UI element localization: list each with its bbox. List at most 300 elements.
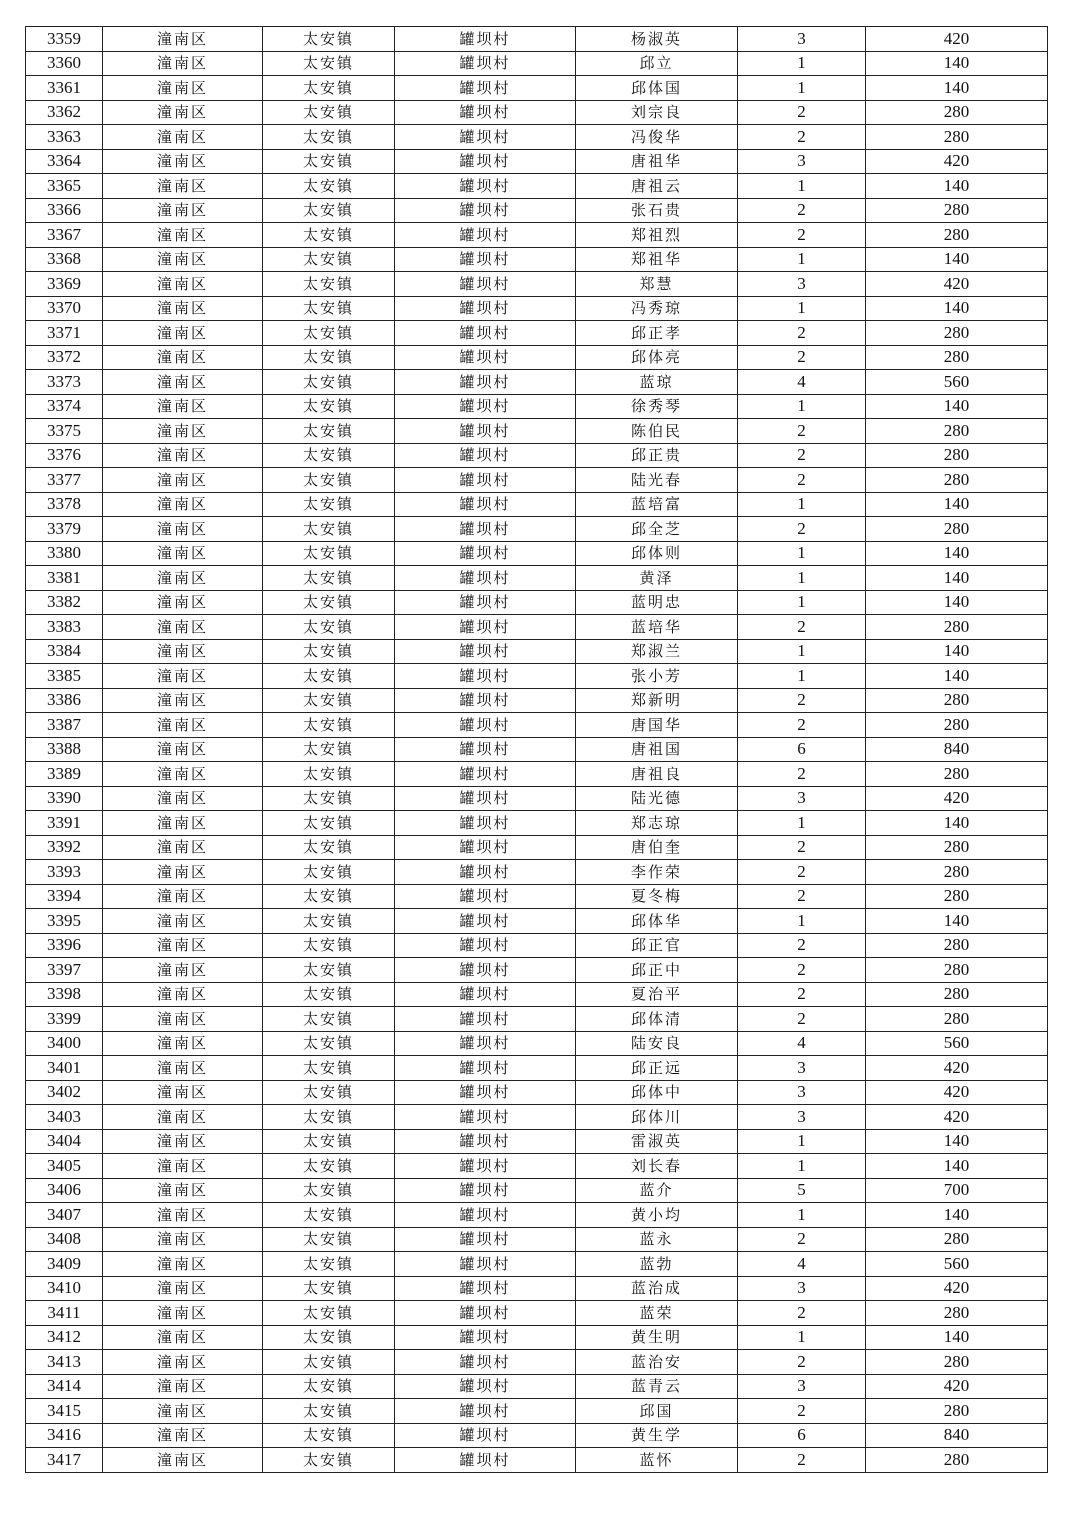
town-cell: 太安镇 <box>263 713 395 738</box>
table-row <box>26 958 1048 983</box>
amount-cell: 560 <box>866 370 1048 395</box>
village-cell: 罐坝村 <box>395 713 576 738</box>
village-cell: 罐坝村 <box>395 786 576 811</box>
district-cell: 潼南区 <box>103 1276 263 1301</box>
village-cell: 罐坝村 <box>395 492 576 517</box>
table-body <box>26 27 1048 1473</box>
district-cell: 潼南区 <box>103 1448 263 1473</box>
town-cell: 太安镇 <box>263 1178 395 1203</box>
district-cell: 潼南区 <box>103 394 263 419</box>
amount-cell: 140 <box>866 811 1048 836</box>
town-cell: 太安镇 <box>263 541 395 566</box>
town-cell: 太安镇 <box>263 296 395 321</box>
district-cell: 潼南区 <box>103 1423 263 1448</box>
amount-cell: 280 <box>866 1448 1048 1473</box>
name-cell: 蓝怀 <box>576 1448 738 1473</box>
row-index-cell: 3360 <box>26 51 103 76</box>
village-cell: 罐坝村 <box>395 1399 576 1424</box>
name-cell: 唐祖华 <box>576 149 738 174</box>
district-cell: 潼南区 <box>103 713 263 738</box>
district-cell: 潼南区 <box>103 492 263 517</box>
district-cell: 潼南区 <box>103 1178 263 1203</box>
name-cell: 郑祖烈 <box>576 223 738 248</box>
row-index-cell: 3416 <box>26 1423 103 1448</box>
name-cell: 冯秀琼 <box>576 296 738 321</box>
district-cell: 潼南区 <box>103 811 263 836</box>
row-index-cell: 3375 <box>26 419 103 444</box>
row-index-cell: 3405 <box>26 1154 103 1179</box>
village-cell: 罐坝村 <box>395 958 576 983</box>
amount-cell: 560 <box>866 1252 1048 1277</box>
table-row <box>26 149 1048 174</box>
name-cell: 蓝治成 <box>576 1276 738 1301</box>
table-row <box>26 1203 1048 1228</box>
row-index-cell: 3404 <box>26 1129 103 1154</box>
table-row <box>26 1178 1048 1203</box>
row-index-cell: 3362 <box>26 100 103 125</box>
amount-cell: 280 <box>866 933 1048 958</box>
household-count-cell: 2 <box>738 1350 866 1375</box>
household-count-cell: 1 <box>738 51 866 76</box>
name-cell: 李作荣 <box>576 860 738 885</box>
household-count-cell: 6 <box>738 1423 866 1448</box>
district-cell: 潼南区 <box>103 1350 263 1375</box>
town-cell: 太安镇 <box>263 762 395 787</box>
village-cell: 罐坝村 <box>395 370 576 395</box>
table-row <box>26 1399 1048 1424</box>
row-index-cell: 3398 <box>26 982 103 1007</box>
amount-cell: 140 <box>866 492 1048 517</box>
name-cell: 黄小均 <box>576 1203 738 1228</box>
name-cell: 唐祖云 <box>576 174 738 199</box>
village-cell: 罐坝村 <box>395 1227 576 1252</box>
village-cell: 罐坝村 <box>395 394 576 419</box>
amount-cell: 420 <box>866 27 1048 52</box>
amount-cell: 420 <box>866 1056 1048 1081</box>
village-cell: 罐坝村 <box>395 1423 576 1448</box>
district-cell: 潼南区 <box>103 517 263 542</box>
table-row <box>26 786 1048 811</box>
amount-cell: 140 <box>866 51 1048 76</box>
name-cell: 唐国华 <box>576 713 738 738</box>
table-row <box>26 688 1048 713</box>
town-cell: 太安镇 <box>263 76 395 101</box>
table-row <box>26 1374 1048 1399</box>
town-cell: 太安镇 <box>263 1325 395 1350</box>
household-count-cell: 1 <box>738 492 866 517</box>
amount-cell: 280 <box>866 345 1048 370</box>
amount-cell: 280 <box>866 419 1048 444</box>
town-cell: 太安镇 <box>263 247 395 272</box>
row-index-cell: 3366 <box>26 198 103 223</box>
district-cell: 潼南区 <box>103 370 263 395</box>
name-cell: 刘长春 <box>576 1154 738 1179</box>
town-cell: 太安镇 <box>263 615 395 640</box>
town-cell: 太安镇 <box>263 198 395 223</box>
table-row <box>26 1301 1048 1326</box>
household-count-cell: 2 <box>738 468 866 493</box>
table-row <box>26 933 1048 958</box>
table-row <box>26 1007 1048 1032</box>
village-cell: 罐坝村 <box>395 125 576 150</box>
household-count-cell: 3 <box>738 786 866 811</box>
village-cell: 罐坝村 <box>395 468 576 493</box>
district-cell: 潼南区 <box>103 1374 263 1399</box>
table-row <box>26 76 1048 101</box>
name-cell: 邱体中 <box>576 1080 738 1105</box>
row-index-cell: 3379 <box>26 517 103 542</box>
village-cell: 罐坝村 <box>395 1056 576 1081</box>
name-cell: 陆安良 <box>576 1031 738 1056</box>
row-index-cell: 3413 <box>26 1350 103 1375</box>
amount-cell: 420 <box>866 149 1048 174</box>
row-index-cell: 3372 <box>26 345 103 370</box>
name-cell: 邱正贵 <box>576 443 738 468</box>
household-count-cell: 2 <box>738 1448 866 1473</box>
town-cell: 太安镇 <box>263 909 395 934</box>
town-cell: 太安镇 <box>263 419 395 444</box>
amount-cell: 560 <box>866 1031 1048 1056</box>
amount-cell: 140 <box>866 1325 1048 1350</box>
district-cell: 潼南区 <box>103 1252 263 1277</box>
household-count-cell: 1 <box>738 664 866 689</box>
table-row <box>26 1252 1048 1277</box>
town-cell: 太安镇 <box>263 27 395 52</box>
row-index-cell: 3417 <box>26 1448 103 1473</box>
town-cell: 太安镇 <box>263 1350 395 1375</box>
village-cell: 罐坝村 <box>395 933 576 958</box>
village-cell: 罐坝村 <box>395 835 576 860</box>
household-count-cell: 1 <box>738 639 866 664</box>
row-index-cell: 3359 <box>26 27 103 52</box>
town-cell: 太安镇 <box>263 1448 395 1473</box>
town-cell: 太安镇 <box>263 1203 395 1228</box>
name-cell: 邱体亮 <box>576 345 738 370</box>
household-count-cell: 1 <box>738 76 866 101</box>
row-index-cell: 3411 <box>26 1301 103 1326</box>
name-cell: 雷淑英 <box>576 1129 738 1154</box>
household-count-cell: 3 <box>738 1276 866 1301</box>
village-cell: 罐坝村 <box>395 76 576 101</box>
household-count-cell: 2 <box>738 958 866 983</box>
household-count-cell: 1 <box>738 1203 866 1228</box>
town-cell: 太安镇 <box>263 811 395 836</box>
name-cell: 陆光春 <box>576 468 738 493</box>
amount-cell: 140 <box>866 1203 1048 1228</box>
amount-cell: 280 <box>866 468 1048 493</box>
row-index-cell: 3361 <box>26 76 103 101</box>
table-row <box>26 639 1048 664</box>
row-index-cell: 3367 <box>26 223 103 248</box>
row-index-cell: 3382 <box>26 590 103 615</box>
table-row <box>26 443 1048 468</box>
name-cell: 蓝荣 <box>576 1301 738 1326</box>
village-cell: 罐坝村 <box>395 615 576 640</box>
district-cell: 潼南区 <box>103 198 263 223</box>
amount-cell: 140 <box>866 909 1048 934</box>
village-cell: 罐坝村 <box>395 566 576 591</box>
town-cell: 太安镇 <box>263 321 395 346</box>
household-count-cell: 2 <box>738 517 866 542</box>
district-cell: 潼南区 <box>103 909 263 934</box>
table-row <box>26 198 1048 223</box>
village-cell: 罐坝村 <box>395 1301 576 1326</box>
name-cell: 刘宗良 <box>576 100 738 125</box>
name-cell: 黄泽 <box>576 566 738 591</box>
amount-cell: 140 <box>866 590 1048 615</box>
town-cell: 太安镇 <box>263 1423 395 1448</box>
district-cell: 潼南区 <box>103 1399 263 1424</box>
household-count-cell: 1 <box>738 247 866 272</box>
village-cell: 罐坝村 <box>395 517 576 542</box>
amount-cell: 420 <box>866 1105 1048 1130</box>
amount-cell: 140 <box>866 639 1048 664</box>
table-row <box>26 345 1048 370</box>
household-count-cell: 3 <box>738 1056 866 1081</box>
district-cell: 潼南区 <box>103 982 263 1007</box>
household-count-cell: 2 <box>738 1007 866 1032</box>
town-cell: 太安镇 <box>263 786 395 811</box>
row-index-cell: 3383 <box>26 615 103 640</box>
table-row <box>26 247 1048 272</box>
table-row <box>26 1227 1048 1252</box>
village-cell: 罐坝村 <box>395 198 576 223</box>
district-cell: 潼南区 <box>103 272 263 297</box>
household-count-cell: 3 <box>738 1374 866 1399</box>
district-cell: 潼南区 <box>103 443 263 468</box>
name-cell: 邱体国 <box>576 76 738 101</box>
town-cell: 太安镇 <box>263 1301 395 1326</box>
village-cell: 罐坝村 <box>395 1448 576 1473</box>
table-row <box>26 1031 1048 1056</box>
name-cell: 郑新明 <box>576 688 738 713</box>
town-cell: 太安镇 <box>263 272 395 297</box>
district-cell: 潼南区 <box>103 1080 263 1105</box>
table-row <box>26 1056 1048 1081</box>
district-cell: 潼南区 <box>103 174 263 199</box>
row-index-cell: 3376 <box>26 443 103 468</box>
town-cell: 太安镇 <box>263 223 395 248</box>
town-cell: 太安镇 <box>263 958 395 983</box>
row-index-cell: 3409 <box>26 1252 103 1277</box>
town-cell: 太安镇 <box>263 1105 395 1130</box>
amount-cell: 280 <box>866 125 1048 150</box>
table-row <box>26 394 1048 419</box>
village-cell: 罐坝村 <box>395 639 576 664</box>
district-cell: 潼南区 <box>103 786 263 811</box>
district-cell: 潼南区 <box>103 27 263 52</box>
amount-cell: 140 <box>866 247 1048 272</box>
table-row <box>26 664 1048 689</box>
village-cell: 罐坝村 <box>395 1178 576 1203</box>
town-cell: 太安镇 <box>263 1154 395 1179</box>
village-cell: 罐坝村 <box>395 1154 576 1179</box>
row-index-cell: 3394 <box>26 884 103 909</box>
name-cell: 邱正官 <box>576 933 738 958</box>
name-cell: 蓝青云 <box>576 1374 738 1399</box>
district-cell: 潼南区 <box>103 639 263 664</box>
table-row <box>26 125 1048 150</box>
amount-cell: 140 <box>866 394 1048 419</box>
name-cell: 郑慧 <box>576 272 738 297</box>
village-cell: 罐坝村 <box>395 296 576 321</box>
district-cell: 潼南区 <box>103 149 263 174</box>
district-cell: 潼南区 <box>103 1056 263 1081</box>
town-cell: 太安镇 <box>263 345 395 370</box>
name-cell: 郑祖华 <box>576 247 738 272</box>
amount-cell: 140 <box>866 664 1048 689</box>
table-row <box>26 1448 1048 1473</box>
table-row <box>26 370 1048 395</box>
town-cell: 太安镇 <box>263 468 395 493</box>
name-cell: 邱立 <box>576 51 738 76</box>
town-cell: 太安镇 <box>263 370 395 395</box>
village-cell: 罐坝村 <box>395 100 576 125</box>
district-cell: 潼南区 <box>103 566 263 591</box>
household-count-cell: 4 <box>738 1252 866 1277</box>
amount-cell: 840 <box>866 1423 1048 1448</box>
household-count-cell: 2 <box>738 100 866 125</box>
town-cell: 太安镇 <box>263 688 395 713</box>
name-cell: 蓝勃 <box>576 1252 738 1277</box>
village-cell: 罐坝村 <box>395 27 576 52</box>
name-cell: 唐伯奎 <box>576 835 738 860</box>
village-cell: 罐坝村 <box>395 1374 576 1399</box>
table-row <box>26 1080 1048 1105</box>
row-index-cell: 3395 <box>26 909 103 934</box>
amount-cell: 840 <box>866 737 1048 762</box>
row-index-cell: 3365 <box>26 174 103 199</box>
name-cell: 夏冬梅 <box>576 884 738 909</box>
household-count-cell: 2 <box>738 419 866 444</box>
district-cell: 潼南区 <box>103 835 263 860</box>
row-index-cell: 3415 <box>26 1399 103 1424</box>
table-row <box>26 713 1048 738</box>
name-cell: 蓝治安 <box>576 1350 738 1375</box>
town-cell: 太安镇 <box>263 100 395 125</box>
name-cell: 邱体清 <box>576 1007 738 1032</box>
table-row <box>26 762 1048 787</box>
name-cell: 陈伯民 <box>576 419 738 444</box>
village-cell: 罐坝村 <box>395 419 576 444</box>
amount-cell: 280 <box>866 762 1048 787</box>
village-cell: 罐坝村 <box>395 737 576 762</box>
town-cell: 太安镇 <box>263 639 395 664</box>
household-count-cell: 1 <box>738 590 866 615</box>
name-cell: 蓝明忠 <box>576 590 738 615</box>
village-cell: 罐坝村 <box>395 541 576 566</box>
table-row <box>26 223 1048 248</box>
name-cell: 邱全芝 <box>576 517 738 542</box>
village-cell: 罐坝村 <box>395 1203 576 1228</box>
household-count-cell: 4 <box>738 1031 866 1056</box>
amount-cell: 280 <box>866 1007 1048 1032</box>
row-index-cell: 3378 <box>26 492 103 517</box>
district-cell: 潼南区 <box>103 664 263 689</box>
amount-cell: 280 <box>866 1350 1048 1375</box>
household-count-cell: 2 <box>738 835 866 860</box>
amount-cell: 700 <box>866 1178 1048 1203</box>
table-row <box>26 296 1048 321</box>
amount-cell: 140 <box>866 174 1048 199</box>
household-count-cell: 2 <box>738 713 866 738</box>
town-cell: 太安镇 <box>263 590 395 615</box>
household-count-cell: 2 <box>738 125 866 150</box>
row-index-cell: 3396 <box>26 933 103 958</box>
row-index-cell: 3369 <box>26 272 103 297</box>
village-cell: 罐坝村 <box>395 345 576 370</box>
row-index-cell: 3389 <box>26 762 103 787</box>
household-count-cell: 2 <box>738 443 866 468</box>
village-cell: 罐坝村 <box>395 884 576 909</box>
district-cell: 潼南区 <box>103 76 263 101</box>
household-count-cell: 2 <box>738 933 866 958</box>
table-row <box>26 860 1048 885</box>
household-count-cell: 2 <box>738 884 866 909</box>
village-cell: 罐坝村 <box>395 982 576 1007</box>
amount-cell: 280 <box>866 982 1048 1007</box>
household-count-cell: 2 <box>738 688 866 713</box>
name-cell: 夏治平 <box>576 982 738 1007</box>
district-cell: 潼南区 <box>103 345 263 370</box>
table-row <box>26 811 1048 836</box>
row-index-cell: 3397 <box>26 958 103 983</box>
village-cell: 罐坝村 <box>395 443 576 468</box>
amount-cell: 140 <box>866 566 1048 591</box>
row-index-cell: 3406 <box>26 1178 103 1203</box>
row-index-cell: 3402 <box>26 1080 103 1105</box>
table-row <box>26 1105 1048 1130</box>
household-count-cell: 2 <box>738 860 866 885</box>
amount-cell: 420 <box>866 786 1048 811</box>
household-count-cell: 2 <box>738 1301 866 1326</box>
row-index-cell: 3391 <box>26 811 103 836</box>
amount-cell: 140 <box>866 1154 1048 1179</box>
amount-cell: 280 <box>866 321 1048 346</box>
household-count-cell: 3 <box>738 272 866 297</box>
name-cell: 唐祖国 <box>576 737 738 762</box>
amount-cell: 140 <box>866 541 1048 566</box>
household-count-cell: 2 <box>738 345 866 370</box>
amount-cell: 280 <box>866 517 1048 542</box>
village-cell: 罐坝村 <box>395 688 576 713</box>
amount-cell: 140 <box>866 1129 1048 1154</box>
town-cell: 太安镇 <box>263 933 395 958</box>
village-cell: 罐坝村 <box>395 149 576 174</box>
village-cell: 罐坝村 <box>395 664 576 689</box>
town-cell: 太安镇 <box>263 125 395 150</box>
table-row <box>26 272 1048 297</box>
name-cell: 郑淑兰 <box>576 639 738 664</box>
row-index-cell: 3392 <box>26 835 103 860</box>
household-count-cell: 1 <box>738 296 866 321</box>
village-cell: 罐坝村 <box>395 272 576 297</box>
table-row <box>26 835 1048 860</box>
district-cell: 潼南区 <box>103 1203 263 1228</box>
town-cell: 太安镇 <box>263 884 395 909</box>
village-cell: 罐坝村 <box>395 1080 576 1105</box>
district-cell: 潼南区 <box>103 296 263 321</box>
table-row <box>26 321 1048 346</box>
row-index-cell: 3368 <box>26 247 103 272</box>
district-cell: 潼南区 <box>103 1031 263 1056</box>
household-count-cell: 2 <box>738 615 866 640</box>
row-index-cell: 3393 <box>26 860 103 885</box>
village-cell: 罐坝村 <box>395 860 576 885</box>
row-index-cell: 3373 <box>26 370 103 395</box>
village-cell: 罐坝村 <box>395 1129 576 1154</box>
amount-cell: 420 <box>866 1374 1048 1399</box>
